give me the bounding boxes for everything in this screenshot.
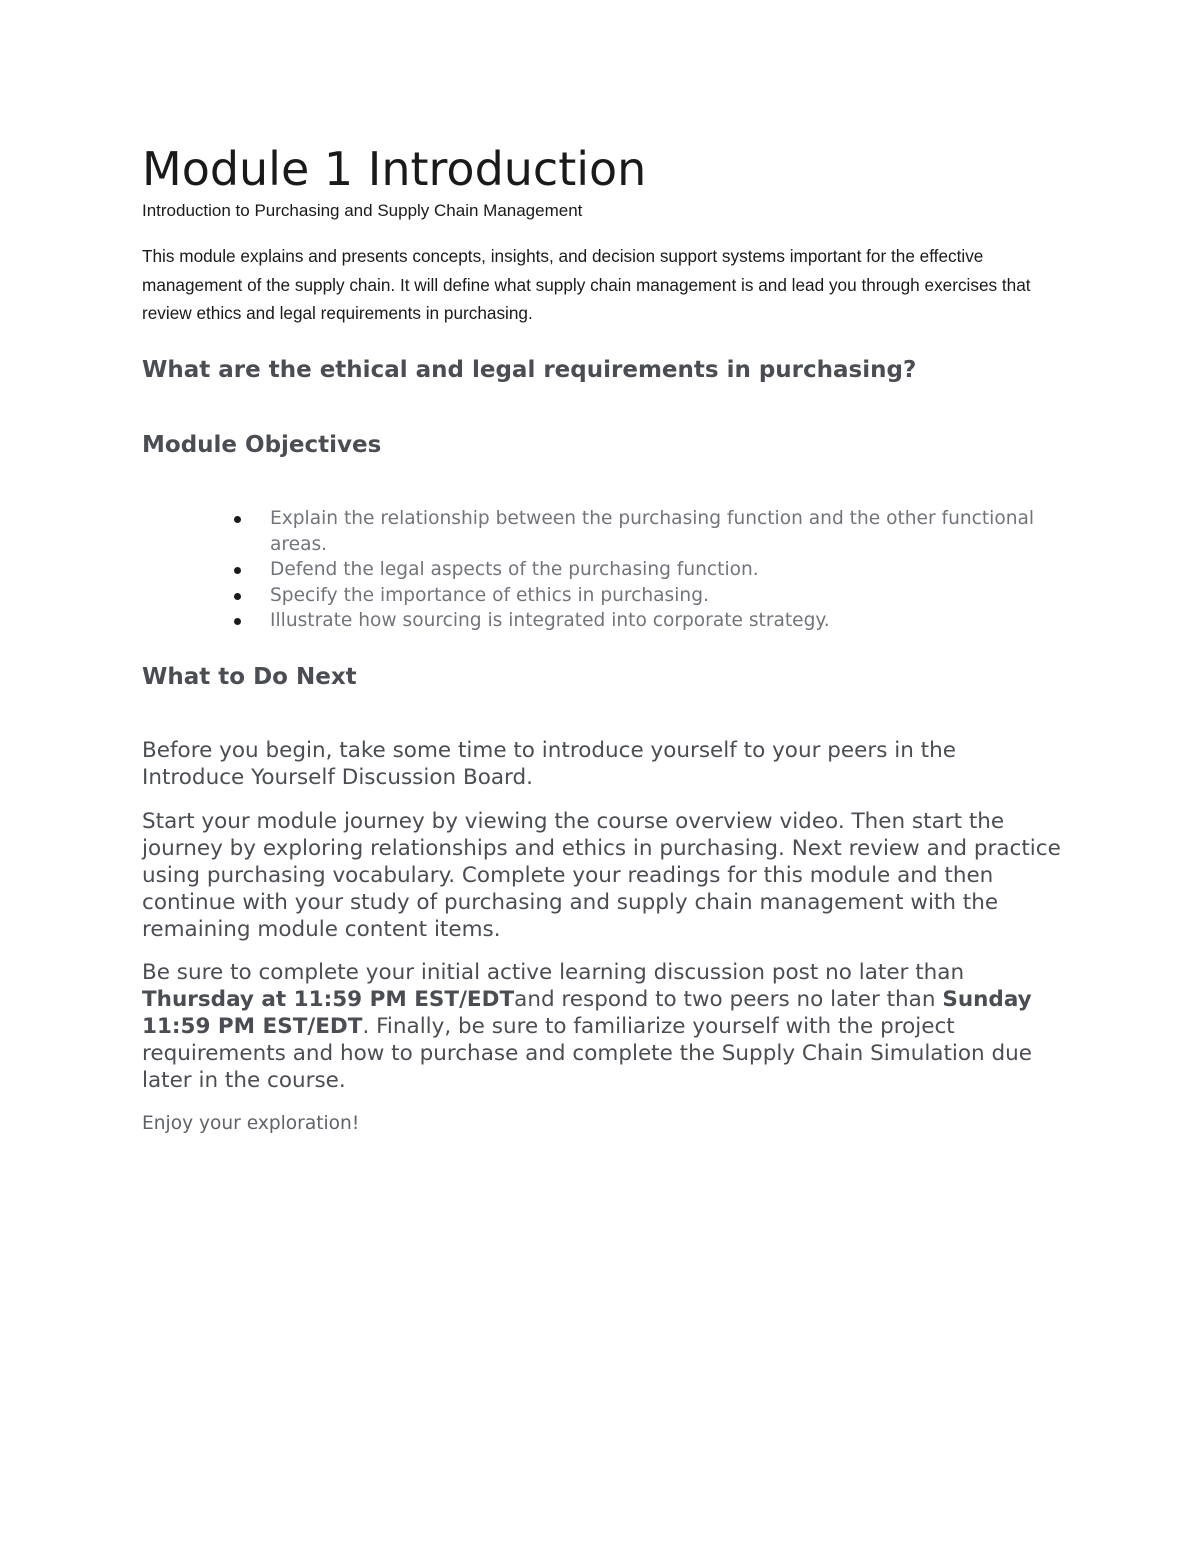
intro-yourself-paragraph: Before you begin, take some time to introduce yourself to your peers in the Introduce Yourself Discussion Board. [142,738,956,790]
bullet-icon [234,516,241,523]
deadlines-text-2: and respond to two peers no later than [514,987,943,1012]
page-title: Module 1 Introduction [142,142,647,196]
question-heading: What are the ethical and legal requirements in purchasing? [142,357,917,383]
deadlines-text-3: . Finally, be sure to familiarize yourself with the project requirements and how to purchase and complete the Supply Chain Simulation due later in the course. [142,1014,1032,1093]
closing-line: Enjoy your exploration! [142,1113,360,1134]
deadlines-paragraph [142,959,1062,1094]
bullet-icon [234,618,241,625]
objective-text: Illustrate how sourcing is integrated into corporate strategy. [270,610,830,631]
objectives-heading: Module Objectives [142,432,382,458]
list-item [234,557,1064,583]
objectives-list [234,506,1064,634]
next-steps-heading: What to Do Next [142,664,357,690]
list-item [234,583,1064,609]
bullet-icon [234,567,241,574]
bullet-icon [234,593,241,600]
page-subtitle: Introduction to Purchasing and Supply Chain Management [142,201,583,220]
list-item [234,506,1064,557]
intro-paragraph: This module explains and presents concepts, insights, and decision support systems important for the effective management of the supply chain. It will define what supply chain management is and lead you through exercises that review ethics and legal requirements in purchasing. [142,246,1031,323]
objective-text: Defend the legal aspects of the purchasing function. [270,559,759,580]
objective-text: Specify the importance of ethics in purchasing. [270,584,709,606]
journey-paragraph: Start your module journey by viewing the course overview video. Then start the journey by exploring relationships and ethics in purchasing. Next review and practice using purchasing vocabulary. Complete your readings for this module and then continue with your study of purchasing and supply chain management with the remaining module content items. [142,809,1061,942]
sunday-deadline: Sunday 11:59 PM EST/EDT [142,987,1032,1039]
list-item [234,608,1064,634]
objective-text: Explain the relationship between the purchasing function and the other functional areas. [270,508,1035,555]
thursday-deadline: Thursday at 11:59 PM EST/EDT [142,987,515,1012]
deadlines-text-1: Be sure to complete your initial active learning discussion post no later than [142,960,965,985]
